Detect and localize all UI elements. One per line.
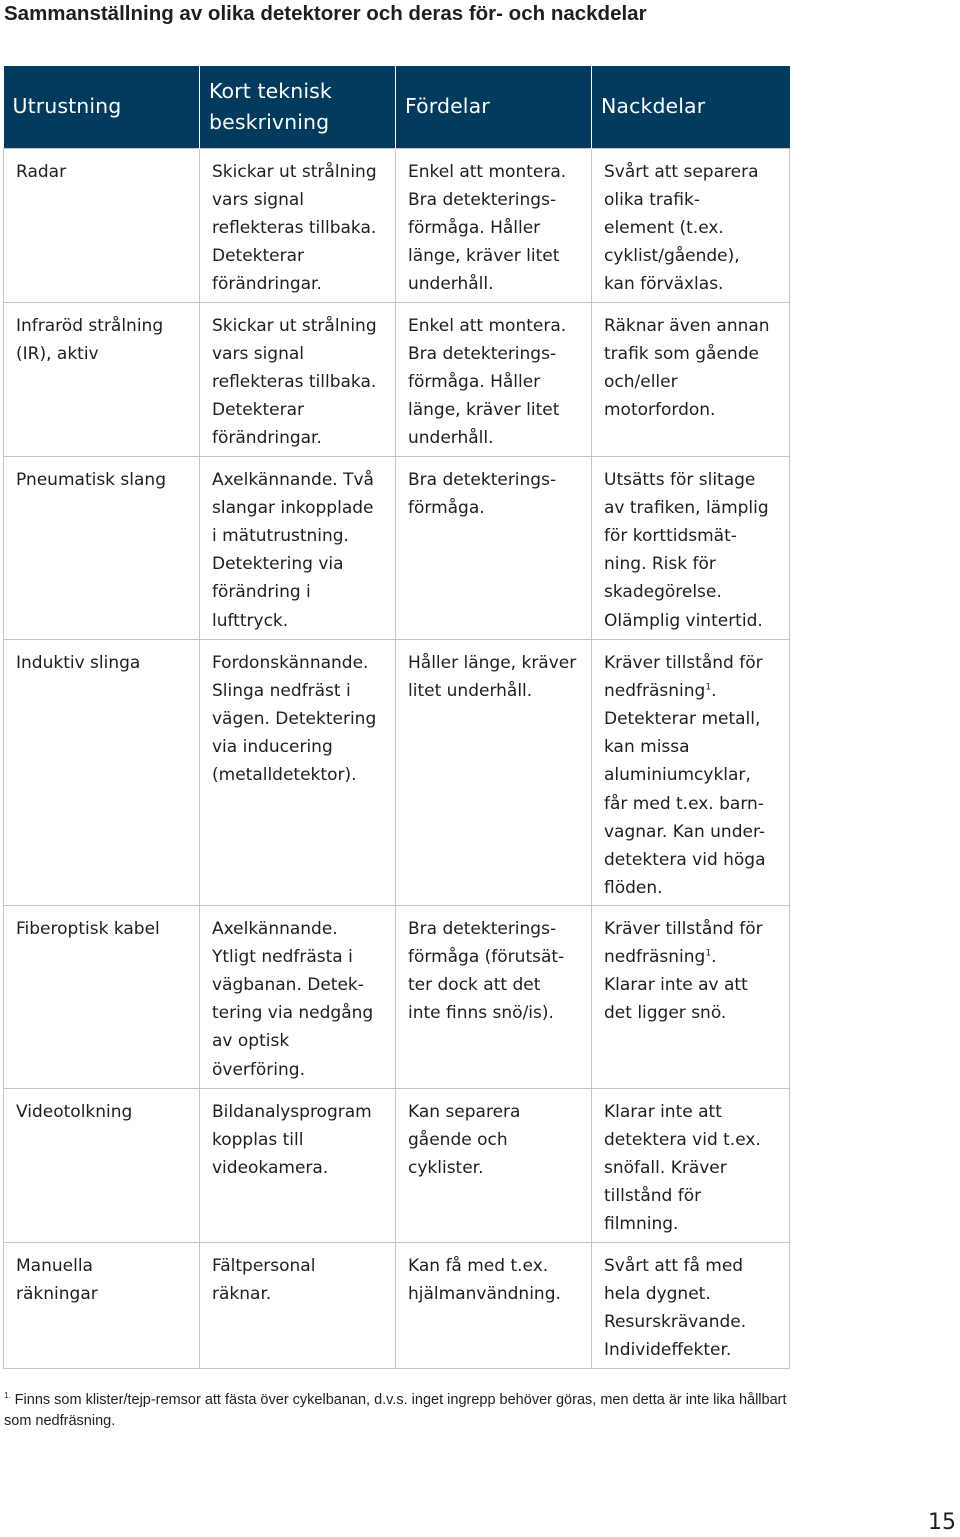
header-equipment: Utrustning bbox=[4, 66, 200, 148]
cell-advantages: Enkel att montera. Bra detekterings- förmåga. Håller länge, kräver litet underhåll. bbox=[396, 148, 592, 302]
cell-disadvantages: Svårt att separera olika trafik- element (t.ex. cyklist/gående), kan förväxlas. bbox=[592, 148, 790, 302]
disadvantages-text: Kräver tillstånd för nedfräsning bbox=[604, 918, 763, 967]
cell-disadvantages: Räknar även annan trafik som gående och/eller motorfordon. bbox=[592, 302, 790, 456]
cell-equipment: Infraröd strålning (IR), aktiv bbox=[4, 302, 200, 456]
header-advantages: Fördelar bbox=[396, 66, 592, 148]
cell-equipment: Videotolkning bbox=[4, 1088, 200, 1242]
table-row bbox=[4, 1242, 790, 1368]
header-row bbox=[4, 66, 790, 148]
footnote-ref: 1 bbox=[705, 948, 712, 959]
table-row bbox=[4, 1088, 790, 1242]
cell-description: Fordonskännande. Slinga nedfräst i vägen. Detektering via inducering (metalldetektor). bbox=[200, 639, 396, 905]
page-number: 15 bbox=[928, 1510, 956, 1535]
page-title: Sammanställning av olika detektorer och deras för- och nackdelar bbox=[4, 2, 647, 25]
footnote-text: Finns som klister/tejp-remsor att fästa över cykelbanan, d.v.s. inget ingrepp behöver göras, men detta är inte lika hållbart som nedfräsning. bbox=[4, 1392, 787, 1429]
table-row bbox=[4, 456, 790, 639]
cell-disadvantages: Utsätts för slitage av trafiken, lämplig för korttidsmät- ning. Risk för skadegörelse. Olämplig vintertid. bbox=[592, 456, 790, 639]
disadvantages-text: . Klarar inte av att det ligger snö. bbox=[604, 946, 748, 1024]
cell-equipment: Pneumatisk slang bbox=[4, 456, 200, 639]
detector-comparison-table bbox=[3, 66, 790, 1369]
header-description: Kort teknisk beskrivning bbox=[200, 66, 396, 148]
cell-advantages: Kan separera gående och cyklister. bbox=[396, 1088, 592, 1242]
cell-equipment: Radar bbox=[4, 148, 200, 302]
disadvantages-text: . Detekterar metall, kan missa aluminiumcyklar, får med t.ex. barn- vagnar. Kan under- detektera vid höga flöden. bbox=[604, 680, 766, 899]
cell-description: Skickar ut strålning vars signal reflekteras tillbaka. Detekterar förändringar. bbox=[200, 148, 396, 302]
cell-advantages: Enkel att montera. Bra detekterings- förmåga. Håller länge, kräver litet underhåll. bbox=[396, 302, 592, 456]
cell-description: Skickar ut strålning vars signal reflekteras tillbaka. Detekterar förändringar. bbox=[200, 302, 396, 456]
disadvantages-text: Kräver tillstånd för nedfräsning bbox=[604, 652, 763, 701]
cell-equipment: Manuella räkningar bbox=[4, 1242, 200, 1368]
footnote bbox=[4, 1390, 804, 1432]
table-row bbox=[4, 148, 790, 302]
table-body bbox=[4, 148, 790, 1368]
cell-description: Axelkännande. Ytligt nedfrästa i vägbanan. Detek- tering via nedgång av optisk överföring. bbox=[200, 905, 396, 1088]
cell-advantages: Bra detekterings- förmåga. bbox=[396, 456, 592, 639]
cell-advantages: Håller länge, kräver litet underhåll. bbox=[396, 639, 592, 905]
cell-disadvantages: Klarar inte att detektera vid t.ex. snöfall. Kräver tillstånd för filmning. bbox=[592, 1088, 790, 1242]
cell-equipment: Induktiv slinga bbox=[4, 639, 200, 905]
cell-description: Bildanalysprogram kopplas till videokamera. bbox=[200, 1088, 396, 1242]
table-row bbox=[4, 639, 790, 905]
header-disadvantages: Nackdelar bbox=[592, 66, 790, 148]
footnote-marker: 1. bbox=[4, 1391, 11, 1401]
table-row bbox=[4, 302, 790, 456]
table-header bbox=[4, 66, 790, 148]
cell-advantages: Kan få med t.ex. hjälmanvändning. bbox=[396, 1242, 592, 1368]
cell-equipment: Fiberoptisk kabel bbox=[4, 905, 200, 1088]
cell-description: Fältpersonal räknar. bbox=[200, 1242, 396, 1368]
cell-advantages: Bra detekterings- förmåga (förutsät- ter dock att det inte finns snö/is). bbox=[396, 905, 592, 1088]
cell-disadvantages bbox=[592, 905, 790, 1088]
footnote-ref: 1 bbox=[705, 682, 712, 693]
cell-disadvantages bbox=[592, 639, 790, 905]
table-row bbox=[4, 905, 790, 1088]
cell-description: Axelkännande. Två slangar inkopplade i mätutrustning. Detektering via förändring i lufttryck. bbox=[200, 456, 396, 639]
cell-disadvantages: Svårt att få med hela dygnet. Resurskrävande. Individeffekter. bbox=[592, 1242, 790, 1368]
